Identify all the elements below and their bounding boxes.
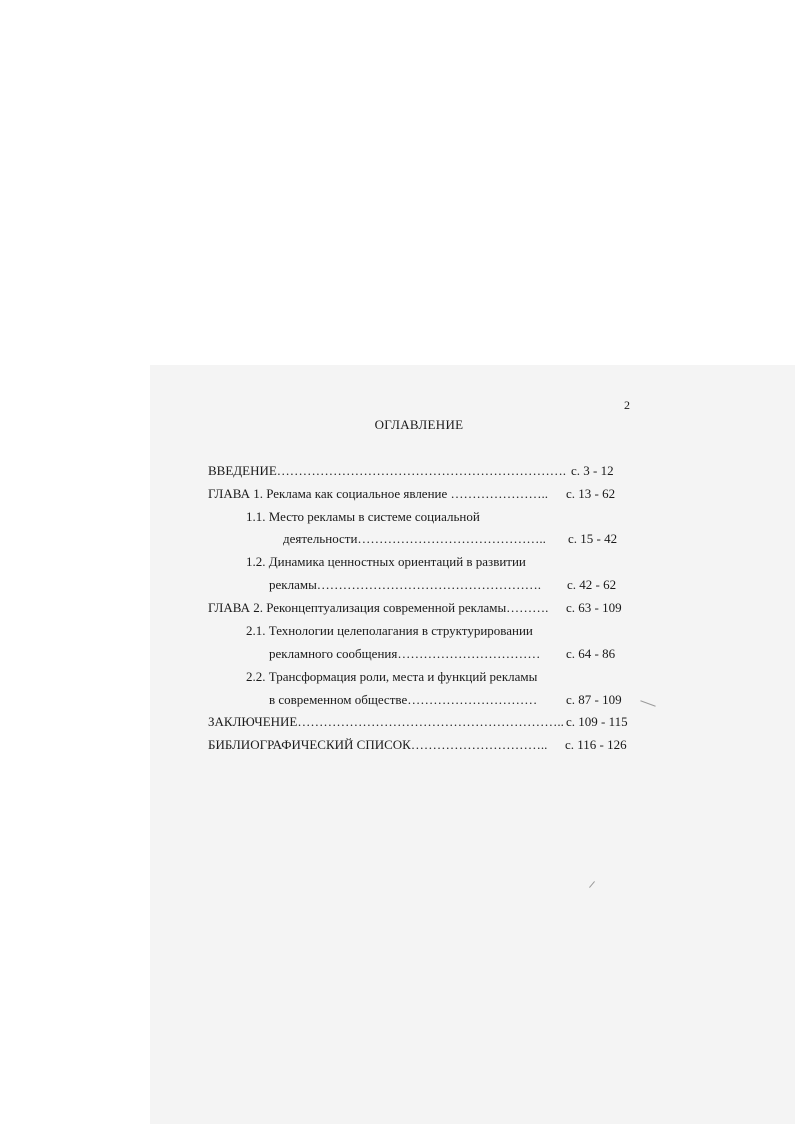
toc-entry-pages: с. 42 - 62 <box>567 577 617 592</box>
toc-entry-bibliography: БИБЛИОГРАФИЧЕСКИЙ СПИСОК………………………….. <box>208 737 548 752</box>
toc-entry-chapter-2: ГЛАВА 2. Реконцептуализация современной рекламы………. <box>208 600 549 615</box>
toc-entry-pages: с. 109 - 115 <box>566 714 628 729</box>
toc-entry-pages: с. 116 - 126 <box>565 737 627 752</box>
toc-entry-pages: с. 64 - 86 <box>566 646 616 661</box>
toc-entry-section-2-1: 2.1. Технологии целеполагания в структурировании <box>246 623 533 638</box>
toc-entry-introduction <box>208 463 566 479</box>
toc-entry-section-1-2-cont: рекламы……………………………………………. <box>269 577 542 592</box>
toc-entry-text: ГЛАВА 1. Реклама как социальное явление ………………….. <box>208 486 549 501</box>
page-number: 2 <box>624 398 630 412</box>
toc-entry-pages: с. 15 - 42 <box>568 531 618 546</box>
toc-entry-pages: с. 13 - 62 <box>566 486 616 501</box>
toc-entry-section-1-1: 1.1. Место рекламы в системе социальной <box>246 509 480 524</box>
toc-entry-section-2-2: 2.2. Трансформация роли, места и функций рекламы <box>246 669 538 684</box>
toc-entry-section-1-2: 1.2. Динамика ценностных ориентаций в развитии <box>246 554 526 569</box>
toc-entry-conclusion: ЗАКЛЮЧЕНИЕ…………………………………………………….. <box>208 714 564 729</box>
page-title: ОГЛАВЛЕНИЕ <box>374 417 464 432</box>
toc-entry-section-1-1-cont: деятельности…………………………………….. <box>283 531 546 546</box>
toc-entry-section-2-1-cont: рекламного сообщения…………………………… <box>269 646 541 661</box>
toc-entry-chapter-1 <box>208 486 548 502</box>
toc-entry-section-2-2-cont: в современном обществе………………………… <box>269 692 538 707</box>
toc-entry-text: ВВЕДЕНИЕ…………………………………………………………. <box>208 463 567 478</box>
toc-entry-pages: с. 87 - 109 <box>566 692 622 707</box>
toc-entry-pages: с. 3 - 12 <box>571 463 614 478</box>
toc-entry-pages: с. 63 - 109 <box>566 600 622 615</box>
